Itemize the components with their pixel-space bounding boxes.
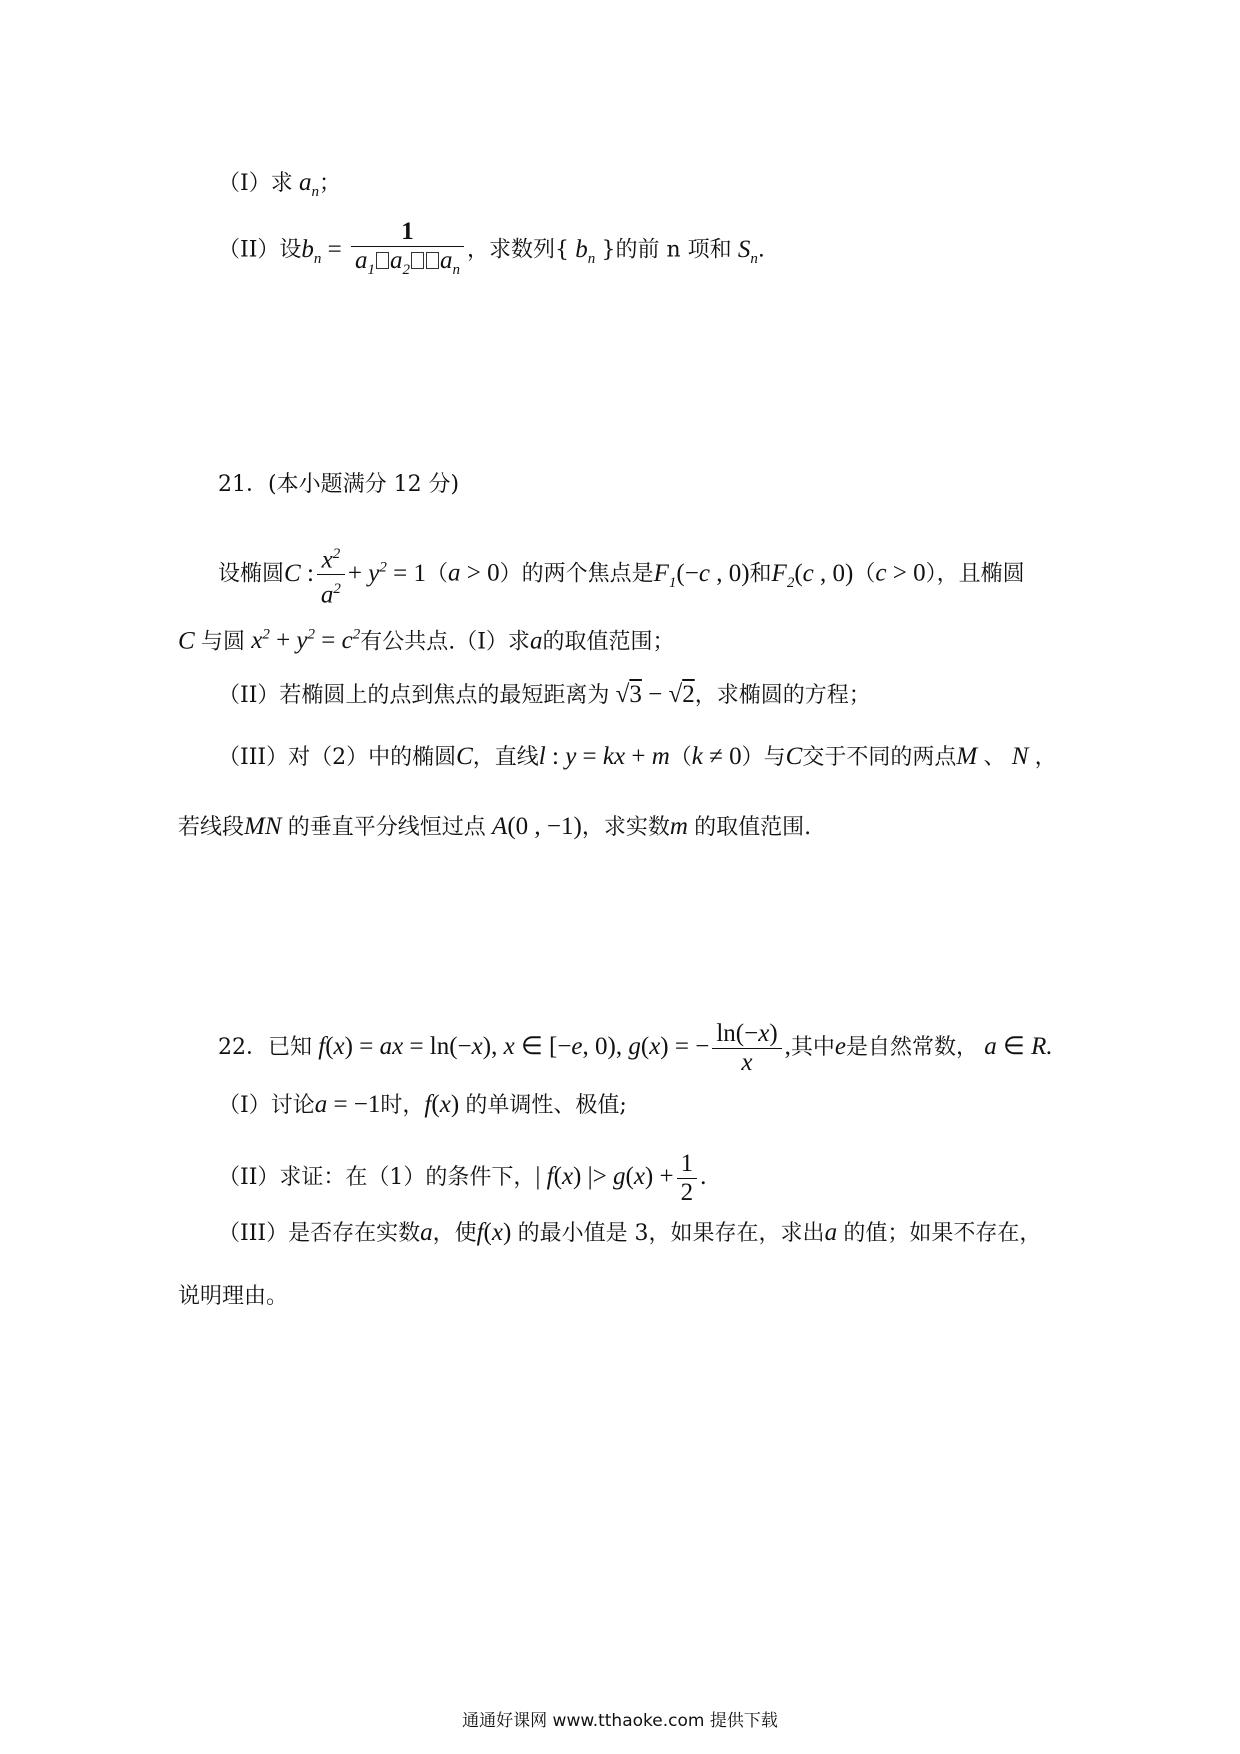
formula-circle: $x^2 + y^2 = c^2$ bbox=[244, 627, 361, 655]
q20-part-2: （II）设$b_n$ = $\frac{1}{a_1 a_2 a_n}$ ，求数列{ $b_n$ }的前 n 项和 $S_n$. bbox=[218, 218, 765, 284]
q20-part-2-label: （II）设 bbox=[218, 237, 302, 263]
formula-f-g-def: f(x) = ax = ln(−x), x ∈ [−e, 0), g(x) = − $\frac{\ln(-x)}{x}$ , bbox=[312, 1020, 791, 1076]
fraction-one-over-product: $\frac{1}{a_1 a_2 a_n}$ bbox=[351, 218, 464, 284]
q21-header: 21．(本小题满分 12 分) bbox=[218, 472, 460, 497]
footer-source: 通通好课网 www.tthaoke.com 提供下载 bbox=[462, 1711, 778, 1731]
formula-ellipse: C : $\frac{x^2}{a^2}$ + $y^2 = 1$ bbox=[284, 546, 426, 609]
q22-line-3: （II）求证：在（1）的条件下，| f(x) |> g(x) + $\frac{1}{2}$ . bbox=[218, 1150, 707, 1206]
q22-line-4: （III）是否存在实数a，使f(x) 的最小值是 3，如果存在，求出a 的值；如果不存在， bbox=[218, 1219, 1042, 1246]
formula-focus-1: $F_1(-c$ , 0) bbox=[653, 559, 750, 591]
formula-b-n-def: $b_n$ = $\frac{1}{a_1 a_2 a_n}$ bbox=[301, 236, 467, 263]
formula-focus-2: $F_2(c$ , 0) bbox=[771, 559, 854, 591]
q21-line-3: （II）若椭圆上的点到焦点的最短距离为 √3 − √2，求椭圆的方程； bbox=[218, 681, 871, 708]
q22-line-2: （I）讨论a = −1时，f(x) 的单调性、极值; bbox=[218, 1091, 627, 1118]
formula-point-a: A(0 , −1) bbox=[485, 813, 582, 840]
q22-line-5: 说明理由。 bbox=[178, 1284, 289, 1309]
q20-part-1: （I）求 $a_n$； bbox=[218, 169, 341, 200]
q21-line-5: 若线段MN 的垂直平分线恒过点 A(0 , −1)，求实数m 的取值范围. bbox=[178, 813, 812, 840]
q21-line-2: C 与圆 $x^2 + y^2 = c^2$有公共点.（I）求a的取值范围； bbox=[178, 627, 675, 655]
formula-sqrt-diff: √3 − √2 bbox=[609, 681, 695, 708]
q21-line-1: 设椭圆C : $\frac{x^2}{a^2}$ + $y^2 = 1(a > 0)$的两个焦点是$F_1(-c$ , 0)和$F_2(c$ , 0)（c > 0），且椭圆 bbox=[218, 546, 1025, 609]
formula-inequality: | f(x) |> g(x) + $\frac{1}{2}$ . bbox=[535, 1150, 707, 1206]
q20-part-1-label: （I）求 bbox=[218, 171, 293, 196]
q22-line-1: 22．已知 f(x) = ax = ln(−x), x ∈ [−e, 0), g(x) = − $\frac{\ln(-x)}{x}$ ,其中e是自然常数， a ∈ R. bbox=[218, 1020, 1053, 1076]
q21-line-4: （III）对（2）中的椭圆C，直线l : y = kx + m（k ≠ 0）与C交于不同的两点M 、 N ， bbox=[218, 743, 1057, 770]
formula-a-n: $a_n$ bbox=[292, 169, 319, 200]
formula-line-l: l : y = kx + m bbox=[538, 743, 670, 770]
